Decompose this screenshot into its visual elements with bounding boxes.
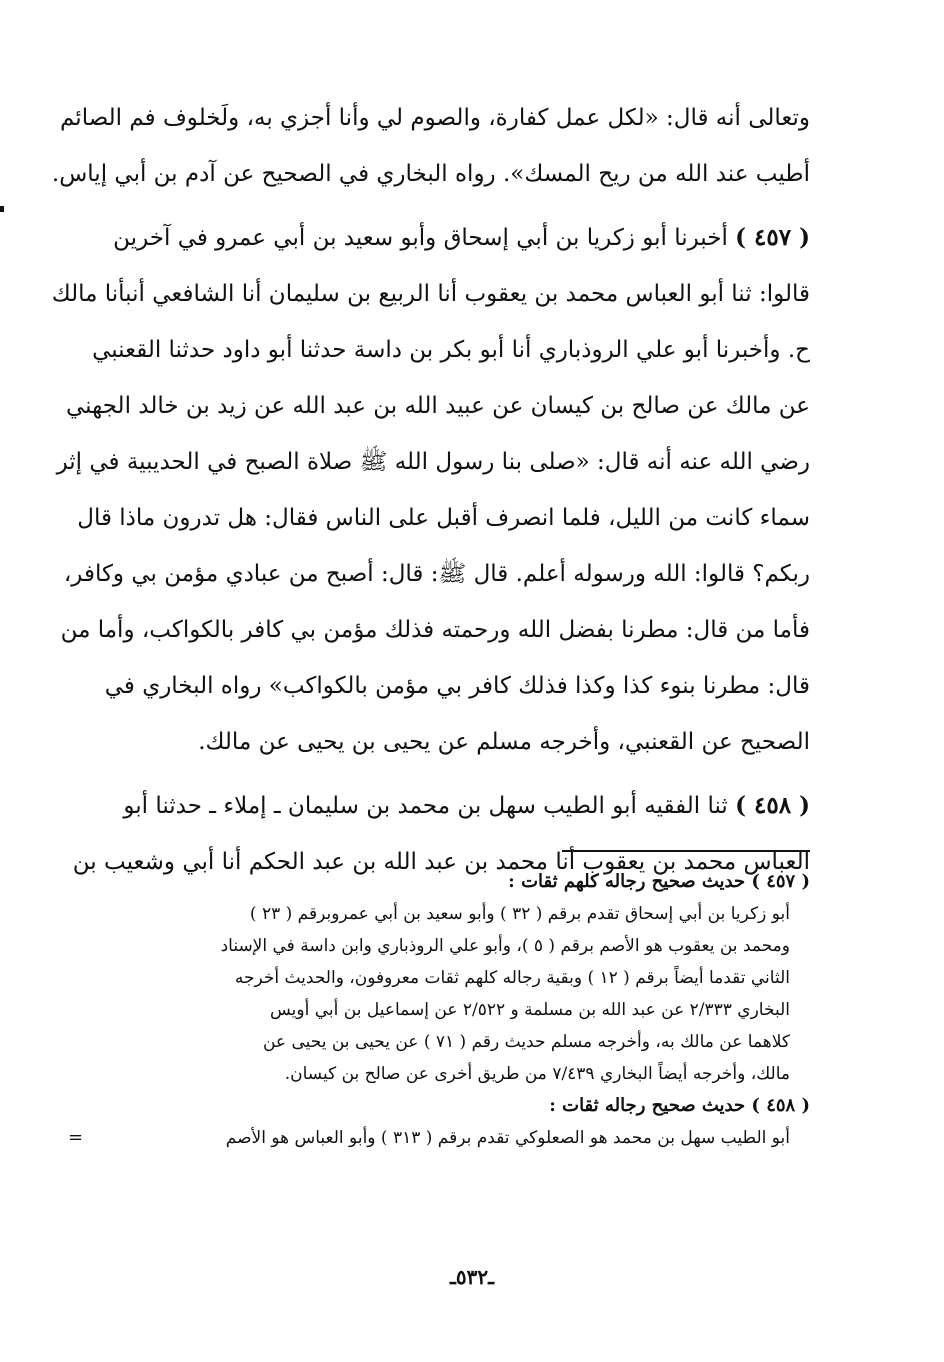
footnote-line: الثاني تقدما أيضاً برقم ( ١٢ ) وبقية رجاله كلهم ثقات معروفون، والحديث أخرجه: [234, 968, 790, 988]
footnote-heading-457: ( ٤٥٧ ) حديث صحيح رجاله كلهم ثقات :: [508, 871, 810, 892]
footnote-line: كلاهما عن مالك به، وأخرجه مسلم حديث رقم ( ٧١ ) عن يحيى بن يحيى عن: [262, 1032, 790, 1052]
footnote-line: البخاري ٢/٣٣٣ عن عبد الله بن مسلمة و ٢/٥٢٢ عن إسماعيل بن أبي أويس: [270, 1000, 790, 1020]
text-line-part: أخبرنا أبو زكريا بن أبي إسحاق وأبو سعيد بن أبي عمرو في آخرين: [113, 225, 728, 251]
text-line: سماء كانت من الليل، فلما انصرف أقبل على الناس فقال: هل تدرون ماذا قال: [77, 505, 810, 531]
footnote-line: [68, 1122, 810, 1154]
text-line: ح. وأخبرنا أبو علي الروذباري أنا أبو بكر بن داسة حدثنا أبو داود حدثنا القعنبي: [92, 337, 810, 363]
text-line: ربكم؟ قالوا: الله ورسوله أعلم. قال ﷺ: قال: أصبح من عبادي مؤمن بي وكافر،: [63, 561, 810, 587]
text-line: [100, 210, 810, 266]
footnote-heading-458: ( ٤٥٨ ) حديث صحيح رجاله ثقات :: [549, 1095, 810, 1116]
text-line: أطيب عند الله من ريح المسك». رواه البخاري في الصحيح عن آدم بن أبي إياس.: [51, 161, 810, 187]
text-line-part: ثنا الفقيه أبو الطيب سهل بن محمد بن سليمان ـ إملاء ـ حدثنا أبو: [123, 793, 728, 819]
footnote-line-text: أبو الطيب سهل بن محمد هو الصعلوكي تقدم برقم ( ٣١٣ ) وأبو العباس هو الأصم: [225, 1128, 790, 1148]
text-line: قالوا: ثنا أبو العباس محمد بن يعقوب أنا الربيع بن سليمان أنا الشافعي أنبأنا مالك: [51, 281, 810, 307]
paragraph-number: ( ٤٥٧ ): [735, 224, 810, 251]
footnotes: [68, 866, 810, 1154]
text-line: قال: مطرنا بنوء كذا وكذا فذلك كافر بي مؤمن بالكواكب» رواه البخاري في: [104, 673, 810, 699]
main-text: [51, 90, 810, 890]
text-line: وتعالى أنه قال: «لكل عمل كفارة، والصوم لي وأنا أجزي به، ولَخلوف فم الصائم: [59, 105, 810, 131]
footnote-divider: [562, 850, 810, 852]
paragraph-number: ( ٤٥٨ ): [735, 792, 810, 819]
page-number: ـ٥٣٢ـ: [450, 1265, 494, 1289]
text-line: فأما من قال: مطرنا بفضل الله ورحمته فذلك مؤمن بي كافر بالكواكب، وأما من: [60, 617, 810, 643]
text-line: الصحيح عن القعنبي، وأخرجه مسلم عن يحيى بن يحيى عن مالك.: [198, 729, 810, 755]
text-line: رضي الله عنه أنه قال: «صلى بنا رسول الله ﷺ صلاة الصبح في الحديبية في إثر: [56, 449, 810, 475]
footnote-line: ومحمد بن يعقوب هو الأصم برقم ( ٥ )، وأبو علي الروذباري وابن داسة في الإسناد: [220, 936, 790, 956]
footnote-line: مالك، وأخرجه أيضاً البخاري ٧/٤٣٩ من طريق أخرى عن صالح بن كيسان.: [284, 1064, 790, 1084]
continuation-mark: =: [68, 1127, 84, 1148]
footnote-line: أبو زكريا بن أبي إسحاق تقدم برقم ( ٣٢ ) وأبو سعيد بن أبي عمروبرقم ( ٢٣ ): [249, 904, 790, 924]
text-line: عن مالك عن صالح بن كيسان عن عبيد الله بن عبد الله عن زيد بن خالد الجهني: [66, 393, 810, 419]
text-line: العباس محمد بن يعقوب أنا محمد بن عبد الله بن عبد الحكم أنا أبي وشعيب بن: [72, 849, 810, 875]
paragraph-457: [51, 210, 810, 770]
scan-mark: [0, 206, 4, 212]
intro-paragraph: [51, 90, 810, 202]
text-line: [100, 778, 810, 834]
